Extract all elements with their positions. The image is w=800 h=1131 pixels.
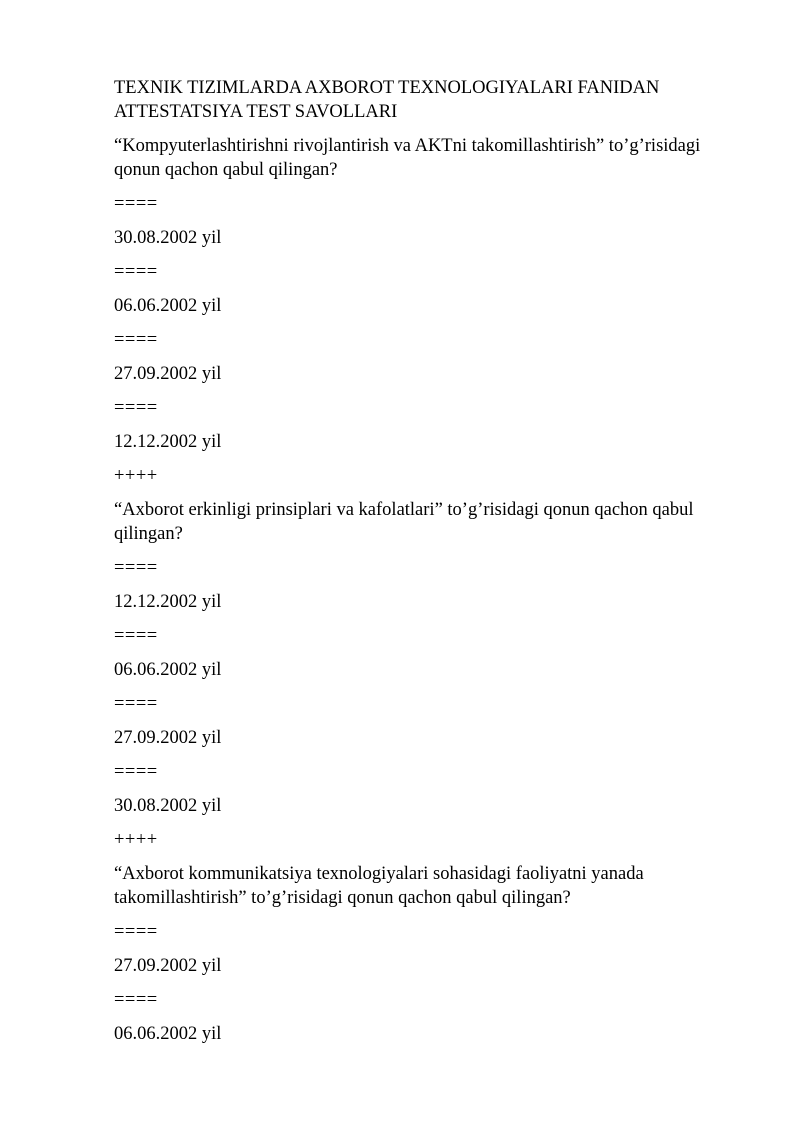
answer-option: 27.09.2002 yil [114, 956, 222, 976]
answer-option: 27.09.2002 yil [114, 728, 222, 748]
document-page [114, 76, 724, 1056]
answer-separator: ==== [114, 194, 158, 214]
question-text: “Axborot erkinligi prinsiplari va kafolatlari” to’g’risidagi qonun qachon qabul qilingan? [114, 500, 694, 544]
answer-separator: ==== [114, 990, 158, 1010]
answer-option: 30.08.2002 yil [114, 796, 222, 816]
answer-separator: ==== [114, 762, 158, 782]
question-separator: ++++ [114, 830, 158, 850]
answer-separator: ==== [114, 558, 158, 578]
answer-option: 12.12.2002 yil [114, 592, 222, 612]
answer-separator: ==== [114, 626, 158, 646]
question-text: “Kompyuterlashtirishni rivojlantirish va AKTni takomillashtirish” to’g’risidagi qonun qachon qabul qilingan? [114, 136, 701, 180]
answer-option: 06.06.2002 yil [114, 660, 222, 680]
question-text: “Axborot kommunikatsiya texnologiyalari sohasidagi faoliyatni yanada takomillashtirish” to’g’risidagi qonun qachon qabul qilingan? [114, 864, 644, 908]
answer-option: 30.08.2002 yil [114, 228, 222, 248]
answer-option: 06.06.2002 yil [114, 296, 222, 316]
answer-separator: ==== [114, 922, 158, 942]
question-list [114, 134, 724, 1046]
answer-separator: ==== [114, 694, 158, 714]
answer-option: 06.06.2002 yil [114, 1024, 222, 1044]
answer-separator: ==== [114, 262, 158, 282]
answer-separator: ==== [114, 330, 158, 350]
answer-option: 12.12.2002 yil [114, 432, 222, 452]
document-title: TEXNIK TIZIMLARDA AXBOROT TEXNOLOGIYALARI FANIDAN ATTESTATSIYA TEST SAVOLLARI [114, 78, 660, 122]
answer-option: 27.09.2002 yil [114, 364, 222, 384]
answer-separator: ==== [114, 398, 158, 418]
question-separator: ++++ [114, 466, 158, 486]
